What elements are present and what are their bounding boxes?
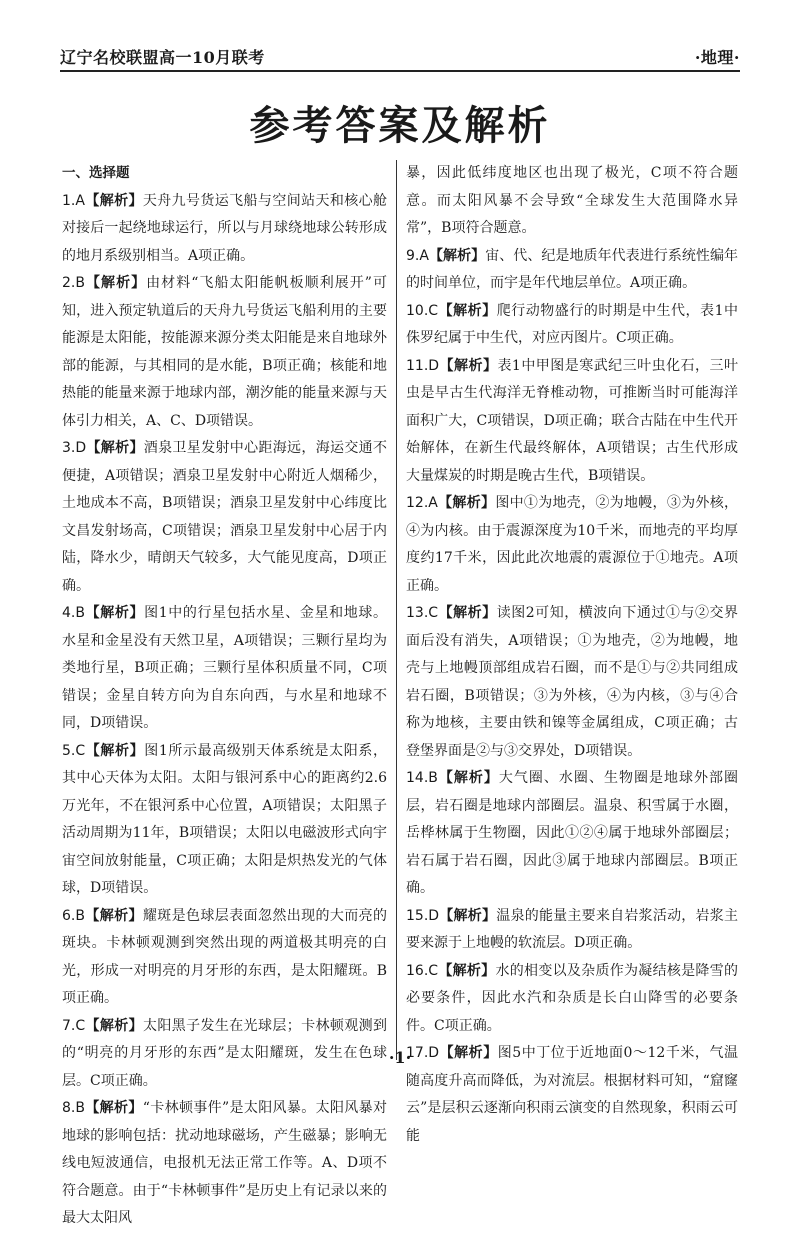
subject-label: ·地理· xyxy=(694,48,740,67)
analysis-tag: 【解析】 xyxy=(84,1100,143,1116)
answer-text: 读图2可知，横波向下通过①与②交界面后没有消失，A项错误；①为地壳，②为地幔，地壳与上地幔顶部组成岩石圈，而不是①与②共同组成岩石圈，B项错误；③为外核，④为内核，③与④合称为地核，主要由铁和镍等金属组成，C项正确；古登堡界面是②与③交界处，D项错误。 xyxy=(406,605,739,759)
answer-text: 耀斑是色球层表面忽然出现的大而亮的斑块。卡林顿观测到突然出现的两道极其明亮的白光，形成一对明亮的月牙形的东西，是太阳耀斑。B项正确。 xyxy=(62,907,388,1006)
answer-number: 9.A xyxy=(406,247,429,264)
analysis-tag: 【解析】 xyxy=(86,440,144,456)
exam-name: 辽宁名校联盟高一10月联考 xyxy=(60,48,265,67)
answer-number: 17.D xyxy=(406,1045,440,1061)
answer-text: 爬行动物盛行的时期是中生代，表1中侏罗纪属于中生代，对应丙图片。C项正确。 xyxy=(406,302,739,346)
answer-number: 12.A xyxy=(406,495,438,511)
answer-number: 7.C xyxy=(62,1017,86,1034)
answer-text: 表1中甲图是寒武纪三叶虫化石，三叶虫是早古生代海洋无脊椎动物，可推断当时可能海洋面积广大，C项错误，D项正确；联合古陆在中生代开始解体，在新生代最终解体，A项错误；古生代形成大量煤炭的时期是晚古生代，B项错误。 xyxy=(406,357,739,484)
analysis-tag: 【解析】 xyxy=(84,605,145,621)
answer-text: 太阳黑子发生在光球层；卡林顿观测到的“明亮的月牙形的东西”是太阳耀斑，发生在色球层。C项正确。 xyxy=(62,1017,388,1089)
analysis-tag: 【解析】 xyxy=(439,907,497,924)
answer-item xyxy=(406,243,738,298)
answer-number: 15.D xyxy=(406,907,440,924)
answer-item xyxy=(406,765,738,903)
answer-item xyxy=(62,738,387,903)
right-column xyxy=(406,160,738,1150)
analysis-tag: 【解析】 xyxy=(428,247,486,264)
answer-number: 4.B xyxy=(62,605,85,621)
analysis-tag: 【解析】 xyxy=(85,742,145,759)
analysis-tag: 【解析】 xyxy=(439,1045,498,1061)
answer-item xyxy=(406,958,738,1041)
answer-text: 图1中的行星包括水星、金星和地球。水星和金星没有天然卫星，A项错误；三颗行星均为类地行星，B项正确；三颗行星体积质量不同，C项错误；金星自转方向为自东向西，与水星和地球不同，D项错误。 xyxy=(62,605,387,731)
answer-number: 8.B xyxy=(62,1100,85,1116)
analysis-tag: 【解析】 xyxy=(85,1017,144,1034)
page-title: 参考答案及解析 xyxy=(249,103,551,149)
answer-number: 5.C xyxy=(62,742,86,759)
answer-number: 6.B xyxy=(62,907,85,924)
answer-number: 16.C xyxy=(406,962,439,979)
answer-text: 图1所示最高级别天体系统是太阳系，其中心天体为太阳。太阳与银河系中心的距离约2.6万光年，不在银河系中心位置，A项错误；太阳黑子活动周期为11年，B项错误；太阳以电磁波形式向宇宙空间放射能量，C项正确；太阳是炽热发光的气体球，D项错误。 xyxy=(62,742,388,896)
answer-item xyxy=(406,298,738,353)
answer-text: 水的相变以及杂质作为凝结核是降雪的必要条件，因此水汽和杂质是长白山降雪的必要条件。C项正确。 xyxy=(406,962,739,1034)
header-rule xyxy=(60,70,740,72)
answer-text: 图5中丁位于近地面0～12千米，气温随高度升高而降低，为对流层。根据材料可知，“窟窿云”是层积云逐渐向积雨云演变的自然现象，积雨云可能 xyxy=(406,1045,738,1144)
answer-text: 宙、代、纪是地质年代表进行系统性编年的时间单位，而宇是年代地层单位。A项正确。 xyxy=(406,247,739,291)
answer-text: 酒泉卫星发射中心距海远，海运交通不便捷，A项错误；酒泉卫星发射中心附近人烟稀少，土地成本不高，B项错误；酒泉卫星发射中心纬度比文昌发射场高，C项错误；酒泉卫星发射中心居于内陆，降水少，晴朗天气较多，大气能见度高，D项正确。 xyxy=(62,440,388,594)
answer-item xyxy=(62,1095,387,1233)
column-divider xyxy=(396,160,397,1060)
answer-item xyxy=(406,903,738,958)
answer-item xyxy=(62,435,387,600)
answer-number: 3.D xyxy=(62,440,87,456)
answer-text: 由材料“飞船太阳能帆板顺利展开”可知，进入预定轨道后的天舟九号货运飞船利用的主要能源是太阳能，按能源来源分类太阳能是来自地球外部的能源，与其相同的是水能，B项正确；核能和地热能的能量来源于地球内部，潮汐能的能量来源与天体引力相关，A、C、D项错误。 xyxy=(62,275,387,429)
left-column xyxy=(62,160,387,1233)
answer-number: 13.C xyxy=(406,605,439,621)
analysis-tag: 【解析】 xyxy=(437,770,499,786)
analysis-tag: 【解析】 xyxy=(84,907,143,924)
answer-item xyxy=(62,903,387,1013)
answer-item xyxy=(406,353,738,491)
analysis-tag: 【解析】 xyxy=(438,302,497,319)
answer-text: “卡林顿事件”是太阳风暴。太阳风暴对地球的影响包括：扰动地球磁场，产生磁暴；影响无线电短波通信，电报机无法正常工作等。A、D项不符合题意。由于“卡林顿事件”是历史上有记录以来的最大太阳风 xyxy=(62,1100,388,1226)
answer-item xyxy=(406,600,738,765)
answer-text: 大气圈、水圈、生物圈是地球外部圈层，岩石圈是地球内部圈层。温泉、积雪属于水圈，岳桦林属于生物圈，因此①②④属于地球外部圈层；岩石属于岩石圈，因此③属于地球内部圈层。B项正确。 xyxy=(406,770,738,896)
answer-item xyxy=(62,600,387,738)
answer-number: 2.B xyxy=(62,275,85,291)
analysis-tag: 【解析】 xyxy=(438,605,497,621)
page-number: ·1· xyxy=(388,1048,412,1067)
answer-number: 11.D xyxy=(406,357,440,374)
answer-text: 天舟九号货运飞船与空间站天和核心舱对接后一起绕地球运行，所以与月球绕地球公转形成的地月系级别相当。A项正确。 xyxy=(62,192,388,264)
answer-item xyxy=(406,490,738,600)
answer-text: 暴，因此低纬度地区也出现了极光，C项不符合题意。而太阳风暴不会导致“全球发生大范围降水异常”，B项符合题意。 xyxy=(406,165,738,236)
answer-text: 温泉的能量主要来自岩浆活动，岩浆主要来源于上地幔的软流层。D项正确。 xyxy=(406,907,739,951)
answer-item xyxy=(406,160,738,243)
answer-item xyxy=(62,188,387,271)
page-header xyxy=(60,40,740,68)
analysis-tag: 【解析】 xyxy=(439,357,498,374)
answer-number: 14.B xyxy=(406,770,438,786)
answer-item xyxy=(62,270,387,435)
analysis-tag: 【解析】 xyxy=(438,962,496,979)
section-heading: 一、选择题 xyxy=(62,165,130,181)
answer-text: 图中①为地壳，②为地幔，③为外核，④为内核。由于震源深度为10千米，而地壳的平均厚度约17千米，因此此次地震的震源位于①地壳。A项正确。 xyxy=(406,495,739,594)
answer-number: 10.C xyxy=(406,302,439,319)
analysis-tag: 【解析】 xyxy=(84,275,147,291)
answer-number: 1.A xyxy=(62,192,85,209)
analysis-tag: 【解析】 xyxy=(84,192,143,209)
analysis-tag: 【解析】 xyxy=(437,495,496,511)
